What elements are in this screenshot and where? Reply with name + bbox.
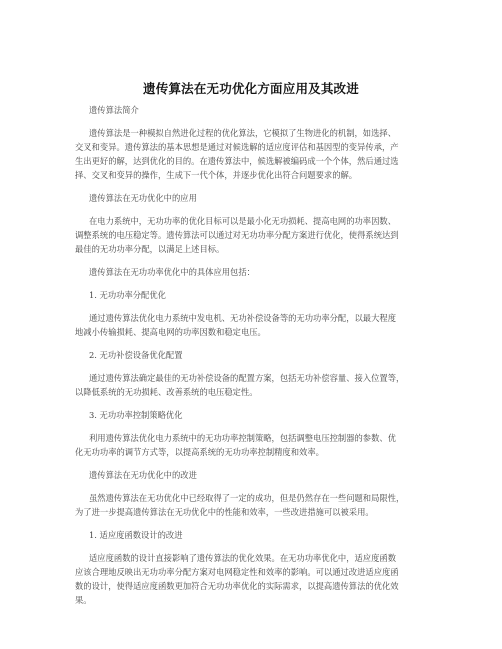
paragraph-line: 遗传算法是一种模拟自然进化过程的优化算法，它模拟了生物进化的机制，如选择、 <box>89 128 396 138</box>
paragraph-line: 为了进一步提高遗传算法在无功优化中的性能和效率，一些改进措施可以被采用。 <box>75 507 374 517</box>
paragraph-line: 数的设计，使得适应度函数更加符合无功功率优化的实际需求，以提高遗传算法的优化效 <box>75 581 399 591</box>
paragraph-line: 最佳的无功功率分配，以满足上述目标。 <box>75 244 225 254</box>
list-heading: 1. 适应度函数设计的改进 <box>89 530 183 540</box>
paragraph-line: 以降低系统的无功损耗、改善系统的电压稳定性。 <box>75 387 258 397</box>
paragraph-line: 化无功功率的调节方式等，以提高系统的无功功率控制精度和效率。 <box>75 447 324 457</box>
paragraph-line: 果。 <box>75 595 92 605</box>
paragraph-line: 虽然遗传算法在无功优化中已经取得了一定的成功，但是仍然存在一些问题和局限性， <box>89 493 405 503</box>
paragraph-line: 地减小传输损耗、提高电网的功率因数和稳定电压。 <box>75 327 266 337</box>
paragraph-line: 择、交叉和变异的操作，生成下一代个体，并逐步优化出符合问题要求的解。 <box>75 170 358 180</box>
paragraph-line: 应该合理地反映出无功功率分配方案对电网稳定性和效率的影响。可以通过改进适应度函 <box>75 567 399 577</box>
list-heading: 1. 无功功率分配优化 <box>89 290 166 300</box>
section-heading: 遗传算法简介 <box>89 105 139 115</box>
section-heading: 遗传算法在无功优化中的改进 <box>89 470 197 480</box>
list-heading: 2. 无功补偿设备优化配置 <box>89 350 183 360</box>
paragraph-line: 适应度函数的设计直接影响了遗传算法的优化效果。在无功功率优化中，适应度函数 <box>89 553 396 563</box>
paragraph-line: 通过遗传算法确定最佳的无功补偿设备的配置方案，包括无功补偿容量、接入位置等， <box>89 373 405 383</box>
paragraph-line: 通过遗传算法优化电力系统中发电机、无功补偿设备等的无功功率分配，以最大程度 <box>89 313 396 323</box>
paragraph-line: 调整系统的电压稳定等。遗传算法可以通过对无功功率分配方案进行优化，使得系统达到 <box>75 230 399 240</box>
list-heading: 3. 无功功率控制策略优化 <box>89 410 183 420</box>
paragraph-line: 利用遗传算法优化电力系统中的无功功率控制策略，包括调整电压控制器的参数、优 <box>89 433 396 443</box>
section-heading: 遗传算法在无功优化中的应用 <box>89 193 197 203</box>
document-title: 遗传算法在无功优化方面应用及其改进 <box>143 81 359 96</box>
paragraph-line: 生出更好的解，达到优化的目的。在遗传算法中，候选解被编码成一个个体，然后通过选 <box>75 156 399 166</box>
paragraph-line: 遗传算法在无功功率优化中的具体应用包括： <box>89 267 255 277</box>
paragraph-line: 在电力系统中，无功功率的优化目标可以是最小化无功损耗、提高电网的功率因数、 <box>89 216 396 226</box>
paragraph-line: 交叉和变异。遗传算法的基本思想是通过对候选解的适应度评估和基因型的变异传承，产 <box>75 142 399 152</box>
